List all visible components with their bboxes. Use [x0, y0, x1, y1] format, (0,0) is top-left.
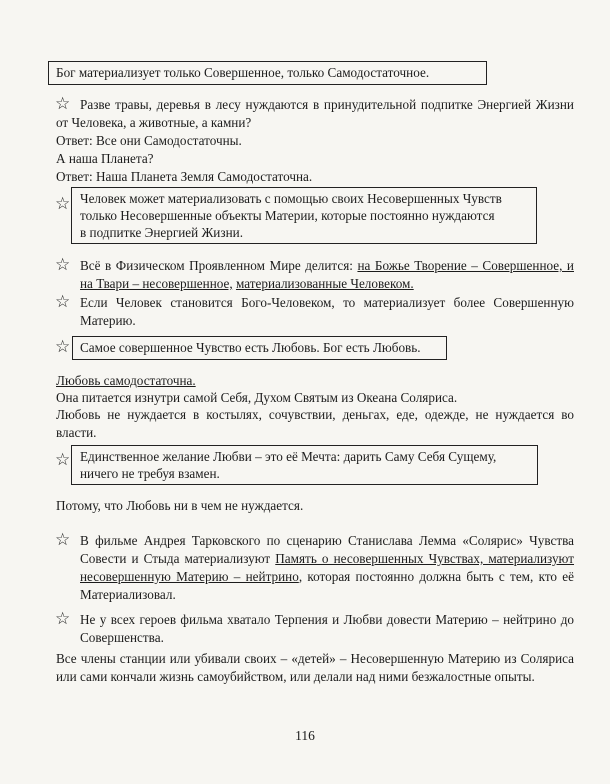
boxed-statement-1-text: Бог материализует только Совершенное, только Самодостаточное. — [56, 65, 430, 80]
star-bullet-icon: ☆ — [55, 292, 71, 312]
love-line-2: Любовь не нуждается в костылях, сочувствии, деньгах, еде, одежде, не нуждается во власти. — [56, 407, 574, 440]
boxed-statement-4-line-2: ничего не требуя взамен. — [80, 466, 220, 481]
star-bullet-icon: ☆ — [55, 255, 71, 275]
love-heading: Любовь самодостаточна. — [56, 373, 196, 388]
star-bullet-icon: ☆ — [55, 337, 71, 357]
god-man-paragraph: Если Человек становится Бого-Человеком, то материализует более Совершенную Материю. — [80, 295, 574, 328]
film-paragraph — [80, 532, 574, 604]
station-paragraph: Все члены станции или убивали своих – «детей» – Несовершенную Материю из Соляриса или сами кончали жизнь самоубийством, или делали над ними безжалостные опыты. — [56, 651, 574, 684]
divide-paragraph — [80, 257, 574, 293]
film-text: В фильме Андрея Тарковского по сценарию Станислава Лемма «Солярис» Чувства Совести и Стыда материализуют — [80, 533, 574, 566]
star-bullet-icon: ☆ — [55, 450, 71, 470]
boxed-statement-4-line-1: Единственное желание Любви – это её Мечта: дарить Саму Себя Сущему, — [80, 449, 497, 464]
divide-underline-2: материализованные Человеком. — [235, 276, 414, 291]
boxed-statement-2-line-1: Человек может материализовать с помощью своих Несовершенных Чувств — [80, 191, 502, 206]
boxed-statement-2-line-2: только Несовершенные объекты Материи, которые постоянно нуждаются — [80, 208, 495, 223]
question-2: А наша Планета? — [56, 151, 154, 166]
star-bullet-icon: ☆ — [55, 94, 71, 114]
divide-underline-1: на Божье Творение – Совершенное, и на Твари – несовершенное, — [80, 258, 574, 291]
because-line: Потому, что Любовь ни в чем не нуждается. — [56, 498, 304, 513]
film-underline: Память о несовершенных Чувствах, материализуют несовершенную Материю – нейтрино — [80, 551, 575, 584]
boxed-statement-2-line-3: в подпитке Энергией Жизни. — [80, 225, 243, 240]
question-paragraph: Разве травы, деревья в лесу нуждаются в принудительной подпитке Энергией Жизни от Человека, а животные, а камни? — [56, 97, 574, 130]
love-line-1: Она питается изнутри самой Себя, Духом Святым из Океана Соляриса. — [56, 390, 458, 405]
heroes-paragraph: Не у всех героев фильма хватало Терпения и Любви довести Материю – нейтрино до Совершенства. — [80, 612, 574, 645]
star-bullet-icon: ☆ — [55, 530, 71, 550]
page-number: 116 — [295, 728, 315, 743]
boxed-statement-3-text: Самое совершенное Чувство есть Любовь. Бог есть Любовь. — [80, 340, 421, 355]
answer-1: Ответ: Все они Самодостаточны. — [56, 133, 242, 148]
star-bullet-icon: ☆ — [55, 194, 71, 214]
star-bullet-icon: ☆ — [55, 609, 71, 629]
divide-text: Всё в Физическом Проявленном Мире делится: — [80, 258, 358, 273]
answer-2: Ответ: Наша Планета Земля Самодостаточна. — [56, 169, 313, 184]
film-text-end: , которая постоянно должна быть с тем, кто её Материализовал. — [80, 569, 574, 602]
